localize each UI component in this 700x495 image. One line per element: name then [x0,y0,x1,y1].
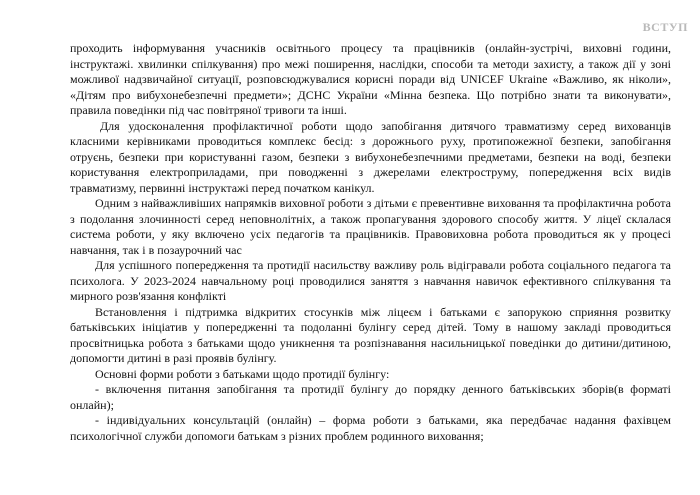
paragraph-preventive-education: Одним з найважливіших напрямків виховної роботи з дітьми є превентивне виховання та профілактична робота з подолання злочинності серед неповнолітніх, а також пропагування здорового способу життя. У ліцеї склалася система роботи, у яку включено усіх педагогів та працівників. Правовиховна робота проводиться як у процесі навчання, так і в позаурочний час [70,196,671,257]
document-body [70,41,671,444]
paragraph-work-forms-heading: Основні форми роботи з батьками щодо протидії булінгу: [95,366,390,381]
paragraph-parent-relations: Встановлення і підтримка відкритих стосунків між ліцеєм і батьками є запорукою сприяння розвитку батьківських ініціатив у попередженні та подоланні булінгу серед дітей. Тому в нашому закладі проводиться просвітницька робота з батьками щодо уникнення та розпізнавання насильницької поведінки до дитини/дитиною, допомогти дитині в разі проявів булінгу. [70,304,671,365]
list-item-parent-meetings: - включення питання запобігання та протидії булінгу до порядку денного батьківських зборів(в форматі онлайн); [70,382,671,412]
paragraph-information: проходить інформування учасників освітнього процесу та працівників (онлайн-зустрічі, виховні години, інструктажі. хвилинки спілкування) про межі поширення, наслідки, способи та методи захисту, а також дії у зоні можливої надзвичайної ситуації, розповсюджувалися корисні поради від UNICEF Ukraine «Важливо, як ніколи», «Дітям про вибухонебезпечні предмети»; ДСНС України «Мінна безпека. Що потрібно знати та виконувати», правила поведінки під час повітряної тривоги та інші. [70,41,671,117]
list-item-consultations: - індивідуальних консультацій (онлайн) – форма роботи з батьками, яка передбачає надання фахівцем психологічної служби допомоги батькам з різних проблем родинного виховання; [70,413,671,443]
paragraph-injury-prevention: Для удосконалення профілактичної роботи щодо запобігання дитячого травматизму серед вихованців класними керівниками проводиться комплекс бесід: з дорожнього руху, протипожежної безпеки, запобігання отруєнь, безпеки при користуванні газом, безпеки з вибухонебезпечними предметами, безпеки на воді, безпеки користування електроприладами, при поводженні з джерелами електроструму, попередження всіх видів травматизму, первинні інструктажі перед початком канікул. [70,118,671,195]
paragraph-violence-prevention: Для успішного попередження та протидії насильству важливу роль відігравали робота соціального педагога та психолога. У 2023-2024 навчальному році проводилися заняття з навчання навичок ефективного спілкування та мирного розв'язання конфлікті [70,258,671,303]
section-header: ВСТУП [642,20,688,34]
